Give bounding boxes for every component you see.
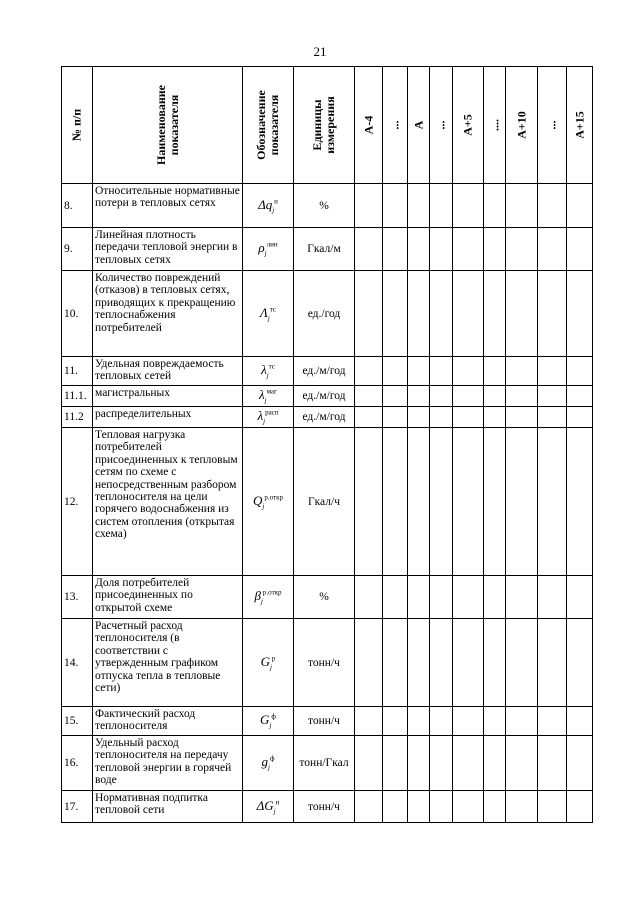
symbol-subscript: j [268,763,270,772]
table-row [62,228,593,271]
indicator-name: Расчетный расход теплоносителя (в соответствии с утвержденным графиком отпуска тепла в тепловые сети) [93,619,243,707]
symbol-subscript: j [264,249,267,258]
value-cell [408,407,430,428]
value-cell [453,386,484,407]
value-cell [453,619,484,707]
header-year: .... [484,67,506,184]
value-cell [538,228,567,271]
value-cell [538,428,567,576]
value-cell [383,184,408,228]
symbol-subscript: j [266,371,269,380]
symbol-base: β [254,588,261,604]
indicator-unit: ед./м/год [294,386,355,407]
value-cell [538,386,567,407]
symbol-superscript: тс [268,362,275,371]
row-number: 15. [62,707,93,736]
value-cell [484,184,506,228]
symbol-subscript: j [264,396,267,405]
value-cell [506,576,538,619]
symbol-superscript: р.откр [264,493,283,502]
indicator-unit: ед./м/год [294,407,355,428]
value-cell [383,407,408,428]
symbol-superscript: лин [266,240,278,249]
value-cell [506,386,538,407]
indicator-unit: ед./год [294,271,355,357]
row-number: 8. [62,184,93,228]
value-cell [430,407,453,428]
row-number: 12. [62,428,93,576]
value-cell [408,736,430,791]
indicator-unit: ед./м/год [294,357,355,386]
value-cell [567,228,593,271]
value-cell [453,271,484,357]
indicator-symbol [243,576,294,619]
value-cell [567,357,593,386]
value-cell [383,736,408,791]
table-row [62,736,593,791]
header-num: № п/п [62,67,93,184]
indicator-name: Тепловая нагрузка потребителей присоединенных к тепловым сетям по схеме с непосредственным разбором теплоносителя на цели горячего водоснабжения из систем отопления (открытая схема) [93,428,243,576]
symbol-subscript: j [269,721,272,730]
value-cell [567,386,593,407]
value-cell [506,357,538,386]
value-cell [355,428,383,576]
value-cell [484,357,506,386]
indicator-symbol [243,428,294,576]
value-cell [567,736,593,791]
header-unit: Единицы измерения [294,67,355,184]
value-cell [506,736,538,791]
value-cell [538,407,567,428]
header-year: А [408,67,430,184]
symbol-subscript: j [269,663,272,672]
indicator-unit: Гкал/м [294,228,355,271]
row-number: 13. [62,576,93,619]
value-cell [538,619,567,707]
value-cell [430,619,453,707]
value-cell [383,707,408,736]
indicator-name: Удельный расход теплоносителя на передачу тепловой энергии в горячей воде [93,736,243,791]
indicator-name: Количество повреждений (отказов) в тепловых сетях, приводящих к прекращению теплоснабжения потребителей [93,271,243,357]
value-cell [408,228,430,271]
indicator-symbol [243,386,294,407]
header-row [62,67,593,184]
symbol-subscript: j [272,206,275,215]
symbol-superscript: ф [271,712,276,721]
symbol-superscript: расп [265,408,279,417]
indicator-symbol [243,407,294,428]
row-number: 11. [62,357,93,386]
value-cell [538,791,567,823]
value-cell [453,791,484,823]
value-cell [355,791,383,823]
row-number: 16. [62,736,93,791]
header-year: ... [430,67,453,184]
row-number: 10. [62,271,93,357]
value-cell [355,707,383,736]
value-cell [484,386,506,407]
value-cell [567,576,593,619]
value-cell [506,619,538,707]
value-cell [453,707,484,736]
value-cell [538,736,567,791]
value-cell [383,357,408,386]
value-cell [453,357,484,386]
symbol-superscript: р.откр [262,588,282,597]
indicator-symbol [243,619,294,707]
symbol-subscript: j [267,314,270,323]
header-symbol: Обозначение показателя [243,67,294,184]
value-cell [453,407,484,428]
value-cell [506,707,538,736]
table-row [62,576,593,619]
symbol-base: ρ [258,240,265,256]
value-cell [506,184,538,228]
value-cell [484,576,506,619]
value-cell [506,407,538,428]
table-row [62,271,593,357]
indicator-unit: тонн/ч [294,707,355,736]
symbol-subscript: j [262,502,265,511]
value-cell [430,357,453,386]
indicator-name: Относительные нормативные потери в тепловых сетях [93,184,243,228]
value-cell [484,736,506,791]
symbol-base: g [261,754,268,770]
value-cell [567,791,593,823]
value-cell [484,619,506,707]
symbol-superscript: н [275,798,280,807]
indicator-name: распределительных [93,407,243,428]
indicator-unit: % [294,184,355,228]
value-cell [506,428,538,576]
value-cell [355,271,383,357]
indicator-symbol [243,271,294,357]
value-cell [355,576,383,619]
table-row [62,407,593,428]
symbol-superscript: ф [269,754,275,763]
header-year: А-4 [355,67,383,184]
value-cell [538,357,567,386]
table-row [62,184,593,228]
indicator-name: Удельная повреждаемость тепловых сетей [93,357,243,386]
symbol-base: λ [259,387,265,403]
value-cell [538,576,567,619]
value-cell [430,707,453,736]
value-cell [355,228,383,271]
symbol-superscript: н [274,197,278,206]
table-row [62,791,593,823]
table-row [62,386,593,407]
symbol-subscript: j [260,597,263,606]
value-cell [383,386,408,407]
indicator-symbol [243,357,294,386]
value-cell [383,428,408,576]
indicators-table [61,66,593,823]
value-cell [567,271,593,357]
value-cell [355,407,383,428]
value-cell [484,271,506,357]
row-number: 11.1. [62,386,93,407]
symbol-base: Λ [259,304,268,320]
symbol-subscript: j [273,807,276,816]
value-cell [430,428,453,576]
value-cell [430,184,453,228]
indicator-symbol [243,184,294,228]
value-cell [453,736,484,791]
table-row [62,357,593,386]
row-number: 11.2 [62,407,93,428]
value-cell [383,271,408,357]
indicator-unit: Гкал/ч [294,428,355,576]
value-cell [355,736,383,791]
value-cell [408,619,430,707]
header-year: ... [383,67,408,184]
value-cell [484,428,506,576]
value-cell [408,357,430,386]
value-cell [506,271,538,357]
symbol-superscript: маг [266,387,277,396]
value-cell [430,576,453,619]
value-cell [383,228,408,271]
value-cell [567,428,593,576]
symbol-base: Q [253,492,263,508]
value-cell [453,228,484,271]
value-cell [506,228,538,271]
value-cell [355,619,383,707]
indicator-symbol [243,736,294,791]
row-number: 9. [62,228,93,271]
value-cell [538,707,567,736]
page-number: 21 [313,44,327,59]
symbol-base: G [260,653,270,669]
value-cell [355,184,383,228]
indicator-name: Линейная плотность передачи тепловой энергии в тепловых сетях [93,228,243,271]
indicator-name: Нормативная подпитка тепловой сети [93,791,243,823]
value-cell [430,271,453,357]
symbol-base: λ [257,408,264,424]
header-year: А+5 [453,67,484,184]
value-cell [567,619,593,707]
row-number: 14. [62,619,93,707]
value-cell [408,791,430,823]
value-cell [355,386,383,407]
symbol-base: G [260,712,270,728]
header-year: А+10 [506,67,538,184]
value-cell [484,707,506,736]
symbol-base: ΔG [256,797,274,813]
value-cell [506,791,538,823]
indicator-unit: тонн/ч [294,791,355,823]
value-cell [430,791,453,823]
value-cell [453,184,484,228]
value-cell [383,619,408,707]
symbol-base: Δq [258,196,273,212]
value-cell [408,386,430,407]
value-cell [408,184,430,228]
table-row [62,707,593,736]
indicator-symbol [243,791,294,823]
value-cell [567,407,593,428]
value-cell [408,428,430,576]
indicator-name: магистральных [93,386,243,407]
header-year: ... [538,67,567,184]
row-number: 17. [62,791,93,823]
value-cell [567,707,593,736]
symbol-superscript: р [271,654,276,663]
value-cell [484,407,506,428]
table-row [62,428,593,576]
value-cell [408,707,430,736]
value-cell [538,271,567,357]
indicator-unit: тонн/Гкал [294,736,355,791]
indicator-name: Доля потребителей присоединенных по открытой схеме [93,576,243,619]
value-cell [453,428,484,576]
indicator-unit: тонн/ч [294,619,355,707]
value-cell [567,184,593,228]
value-cell [453,576,484,619]
indicator-name: Фактический расход теплоносителя [93,707,243,736]
value-cell [408,576,430,619]
value-cell [538,184,567,228]
value-cell [430,228,453,271]
indicator-unit: % [294,576,355,619]
value-cell [355,357,383,386]
table-row [62,619,593,707]
value-cell [430,386,453,407]
value-cell [430,736,453,791]
header-name: Наименование показателя [93,67,243,184]
indicator-symbol [243,707,294,736]
indicator-symbol [243,228,294,271]
value-cell [383,791,408,823]
symbol-subscript: j [263,417,266,426]
header-year: А+15 [567,67,593,184]
symbol-superscript: тс [269,305,277,314]
value-cell [484,791,506,823]
value-cell [383,576,408,619]
value-cell [408,271,430,357]
symbol-base: λ [261,362,267,378]
value-cell [484,228,506,271]
